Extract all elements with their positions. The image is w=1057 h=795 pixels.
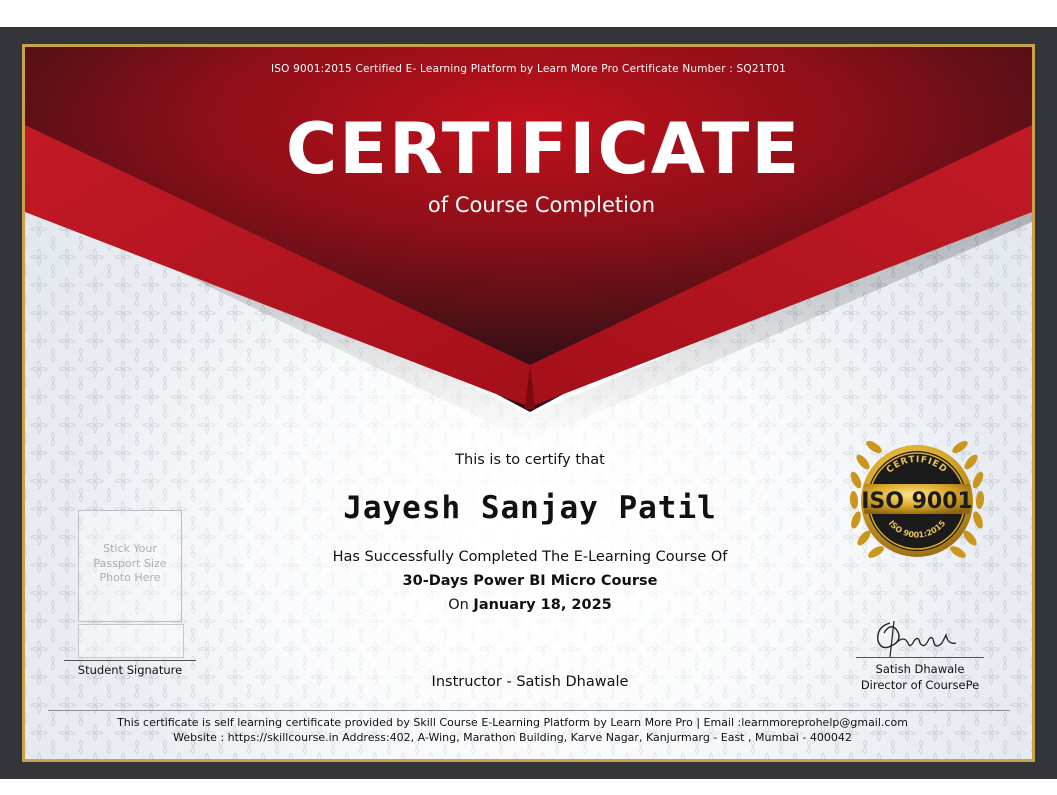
certificate-subtitle: of Course Completion bbox=[427, 193, 656, 217]
on-prefix: On bbox=[448, 597, 469, 613]
director-title: Director of CoursePe bbox=[860, 678, 980, 692]
instructor-name: Instructor - Satish Dhawale bbox=[431, 674, 629, 690]
completion-text: Has Successfully Completed The E-Learning Course Of bbox=[332, 549, 728, 565]
student-signature-box bbox=[78, 624, 184, 658]
photo-text-line: Passport Size bbox=[93, 556, 167, 570]
seal-main-text: ISO 9001 bbox=[861, 489, 973, 514]
student-signature-label: Student Signature bbox=[77, 663, 183, 677]
iso-certification-line: ISO 9001:2015 Certified E- Learning Platform by Learn More Pro Certificate Number : SQ21T01 bbox=[270, 63, 786, 75]
footer-line-2: Website : https://skillcourse.in Address:402, A-Wing, Marathon Building, Karve Nagar, Kanjurmarg - East , Mumbai - 400042 bbox=[173, 731, 852, 744]
completion-date: January 18, 2025 bbox=[473, 597, 612, 613]
footer-divider bbox=[48, 710, 1010, 711]
director-signature-line bbox=[856, 657, 984, 658]
director-name: Satish Dhawale bbox=[875, 662, 965, 676]
student-signature-line bbox=[64, 660, 196, 661]
director-signature bbox=[870, 613, 966, 659]
iso-seal-badge bbox=[836, 420, 998, 582]
photo-text-line: Photo Here bbox=[99, 571, 161, 584]
seal-bottom-text: ISO 9001:2015 bbox=[886, 518, 948, 540]
footer-line-1: This certificate is self learning certificate provided by Skill Course E-Learning Platform by Learn More Pro | Email :learnmoreprohelp@gmail.com bbox=[117, 716, 908, 729]
course-name: 30-Days Power BI Micro Course bbox=[402, 573, 658, 589]
photo-text-line: Stick Your bbox=[103, 542, 157, 555]
certify-text: This is to certify that bbox=[455, 452, 605, 468]
photo-placeholder-text bbox=[78, 542, 182, 586]
seal-top-text: CERTIFIED bbox=[884, 454, 950, 476]
certificate-title: CERTIFICATE bbox=[285, 108, 802, 190]
recipient-name: Jayesh Sanjay Patil bbox=[343, 490, 717, 526]
